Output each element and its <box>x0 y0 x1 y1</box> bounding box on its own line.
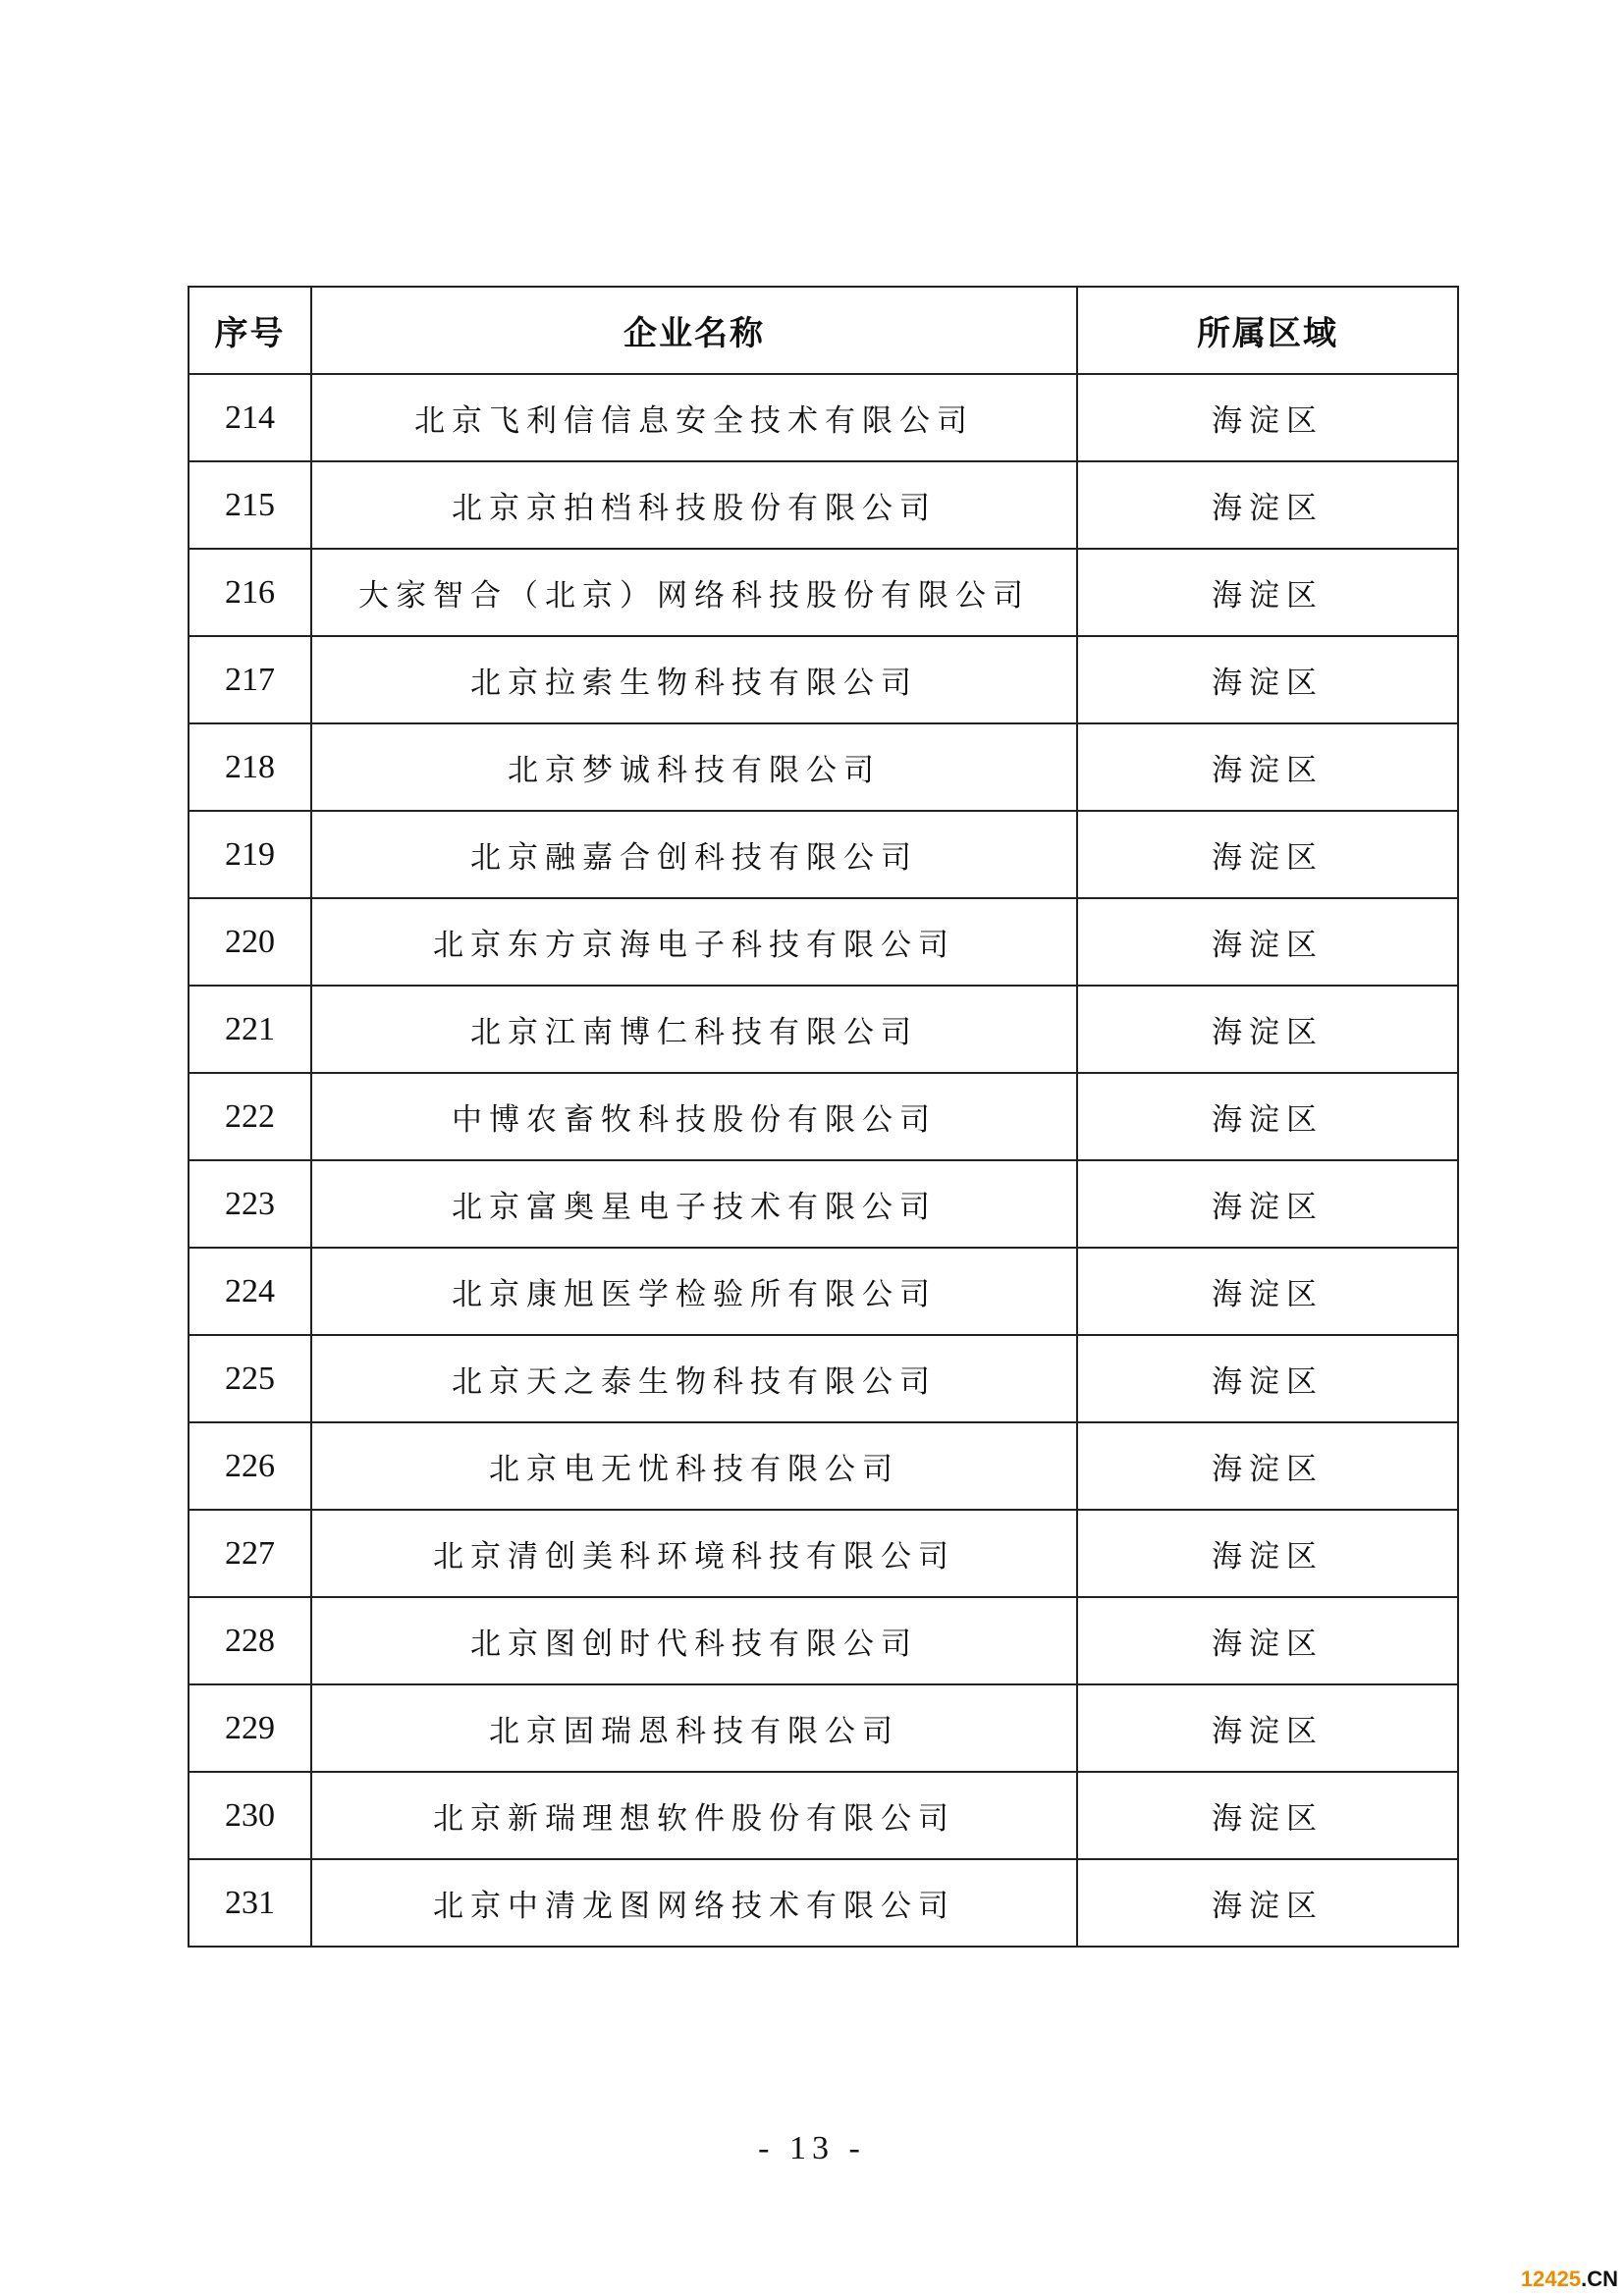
cell-region: 海淀区 <box>1077 1510 1458 1597</box>
table-row <box>189 461 1458 549</box>
cell-index: 221 <box>189 986 311 1073</box>
cell-company-name: 北京清创美科环境科技有限公司 <box>311 1510 1077 1597</box>
cell-region: 海淀区 <box>1077 1859 1458 1947</box>
watermark-part1: 12425 <box>1520 2267 1582 2291</box>
table-row <box>189 1335 1458 1422</box>
cell-index: 218 <box>189 723 311 811</box>
cell-index: 222 <box>189 1073 311 1160</box>
header-region: 所属区域 <box>1077 287 1458 374</box>
cell-company-name: 北京飞利信信息安全技术有限公司 <box>311 374 1077 461</box>
table-row <box>189 636 1458 723</box>
cell-index: 216 <box>189 549 311 636</box>
table-row <box>189 1073 1458 1160</box>
cell-region: 海淀区 <box>1077 636 1458 723</box>
cell-index: 231 <box>189 1859 311 1947</box>
cell-index: 214 <box>189 374 311 461</box>
page-number: - 13 - <box>758 2130 866 2166</box>
cell-company-name: 北京京拍档科技股份有限公司 <box>311 461 1077 549</box>
table-row <box>189 1160 1458 1248</box>
cell-region: 海淀区 <box>1077 1073 1458 1160</box>
cell-company-name: 大家智合（北京）网络科技股份有限公司 <box>311 549 1077 636</box>
cell-region: 海淀区 <box>1077 374 1458 461</box>
cell-index: 229 <box>189 1684 311 1772</box>
cell-region: 海淀区 <box>1077 1335 1458 1422</box>
table-row <box>189 723 1458 811</box>
watermark-logo <box>1521 2267 1618 2292</box>
table-row <box>189 986 1458 1073</box>
cell-index: 215 <box>189 461 311 549</box>
cell-company-name: 北京固瑞恩科技有限公司 <box>311 1684 1077 1772</box>
cell-index: 227 <box>189 1510 311 1597</box>
cell-company-name: 北京新瑞理想软件股份有限公司 <box>311 1772 1077 1859</box>
cell-region: 海淀区 <box>1077 549 1458 636</box>
cell-index: 226 <box>189 1422 311 1510</box>
cell-index: 224 <box>189 1248 311 1335</box>
table-row <box>189 1684 1458 1772</box>
table-row <box>189 1772 1458 1859</box>
cell-company-name: 北京融嘉合创科技有限公司 <box>311 811 1077 898</box>
cell-region: 海淀区 <box>1077 1772 1458 1859</box>
cell-company-name: 北京中清龙图网络技术有限公司 <box>311 1859 1077 1947</box>
table-row <box>189 1248 1458 1335</box>
cell-index: 217 <box>189 636 311 723</box>
cell-company-name: 北京图创时代科技有限公司 <box>311 1597 1077 1684</box>
cell-index: 220 <box>189 898 311 986</box>
cell-index: 219 <box>189 811 311 898</box>
header-company-name: 企业名称 <box>311 287 1077 374</box>
table-row <box>189 374 1458 461</box>
cell-region: 海淀区 <box>1077 986 1458 1073</box>
cell-company-name: 北京电无忧科技有限公司 <box>311 1422 1077 1510</box>
cell-region: 海淀区 <box>1077 898 1458 986</box>
table-row <box>189 1597 1458 1684</box>
cell-region: 海淀区 <box>1077 1248 1458 1335</box>
cell-company-name: 北京天之泰生物科技有限公司 <box>311 1335 1077 1422</box>
cell-company-name: 北京拉索生物科技有限公司 <box>311 636 1077 723</box>
table-row <box>189 1422 1458 1510</box>
cell-company-name: 北京江南博仁科技有限公司 <box>311 986 1077 1073</box>
cell-company-name: 北京富奥星电子技术有限公司 <box>311 1160 1077 1248</box>
cell-region: 海淀区 <box>1077 1422 1458 1510</box>
cell-region: 海淀区 <box>1077 1160 1458 1248</box>
table-row <box>189 1859 1458 1947</box>
cell-region: 海淀区 <box>1077 723 1458 811</box>
cell-company-name: 北京东方京海电子科技有限公司 <box>311 898 1077 986</box>
header-index: 序号 <box>189 287 311 374</box>
table-header-row <box>189 287 1458 374</box>
table-row <box>189 898 1458 986</box>
company-table <box>188 286 1459 1948</box>
cell-index: 223 <box>189 1160 311 1248</box>
cell-region: 海淀区 <box>1077 1597 1458 1684</box>
table-row <box>189 549 1458 636</box>
cell-region: 海淀区 <box>1077 1684 1458 1772</box>
cell-index: 230 <box>189 1772 311 1859</box>
cell-company-name: 北京康旭医学检验所有限公司 <box>311 1248 1077 1335</box>
cell-index: 225 <box>189 1335 311 1422</box>
cell-company-name: 中博农畜牧科技股份有限公司 <box>311 1073 1077 1160</box>
cell-index: 228 <box>189 1597 311 1684</box>
cell-region: 海淀区 <box>1077 461 1458 549</box>
table-row <box>189 1510 1458 1597</box>
watermark-part2: .CN <box>1581 2267 1618 2291</box>
cell-company-name: 北京梦诚科技有限公司 <box>311 723 1077 811</box>
table-row <box>189 811 1458 898</box>
cell-region: 海淀区 <box>1077 811 1458 898</box>
